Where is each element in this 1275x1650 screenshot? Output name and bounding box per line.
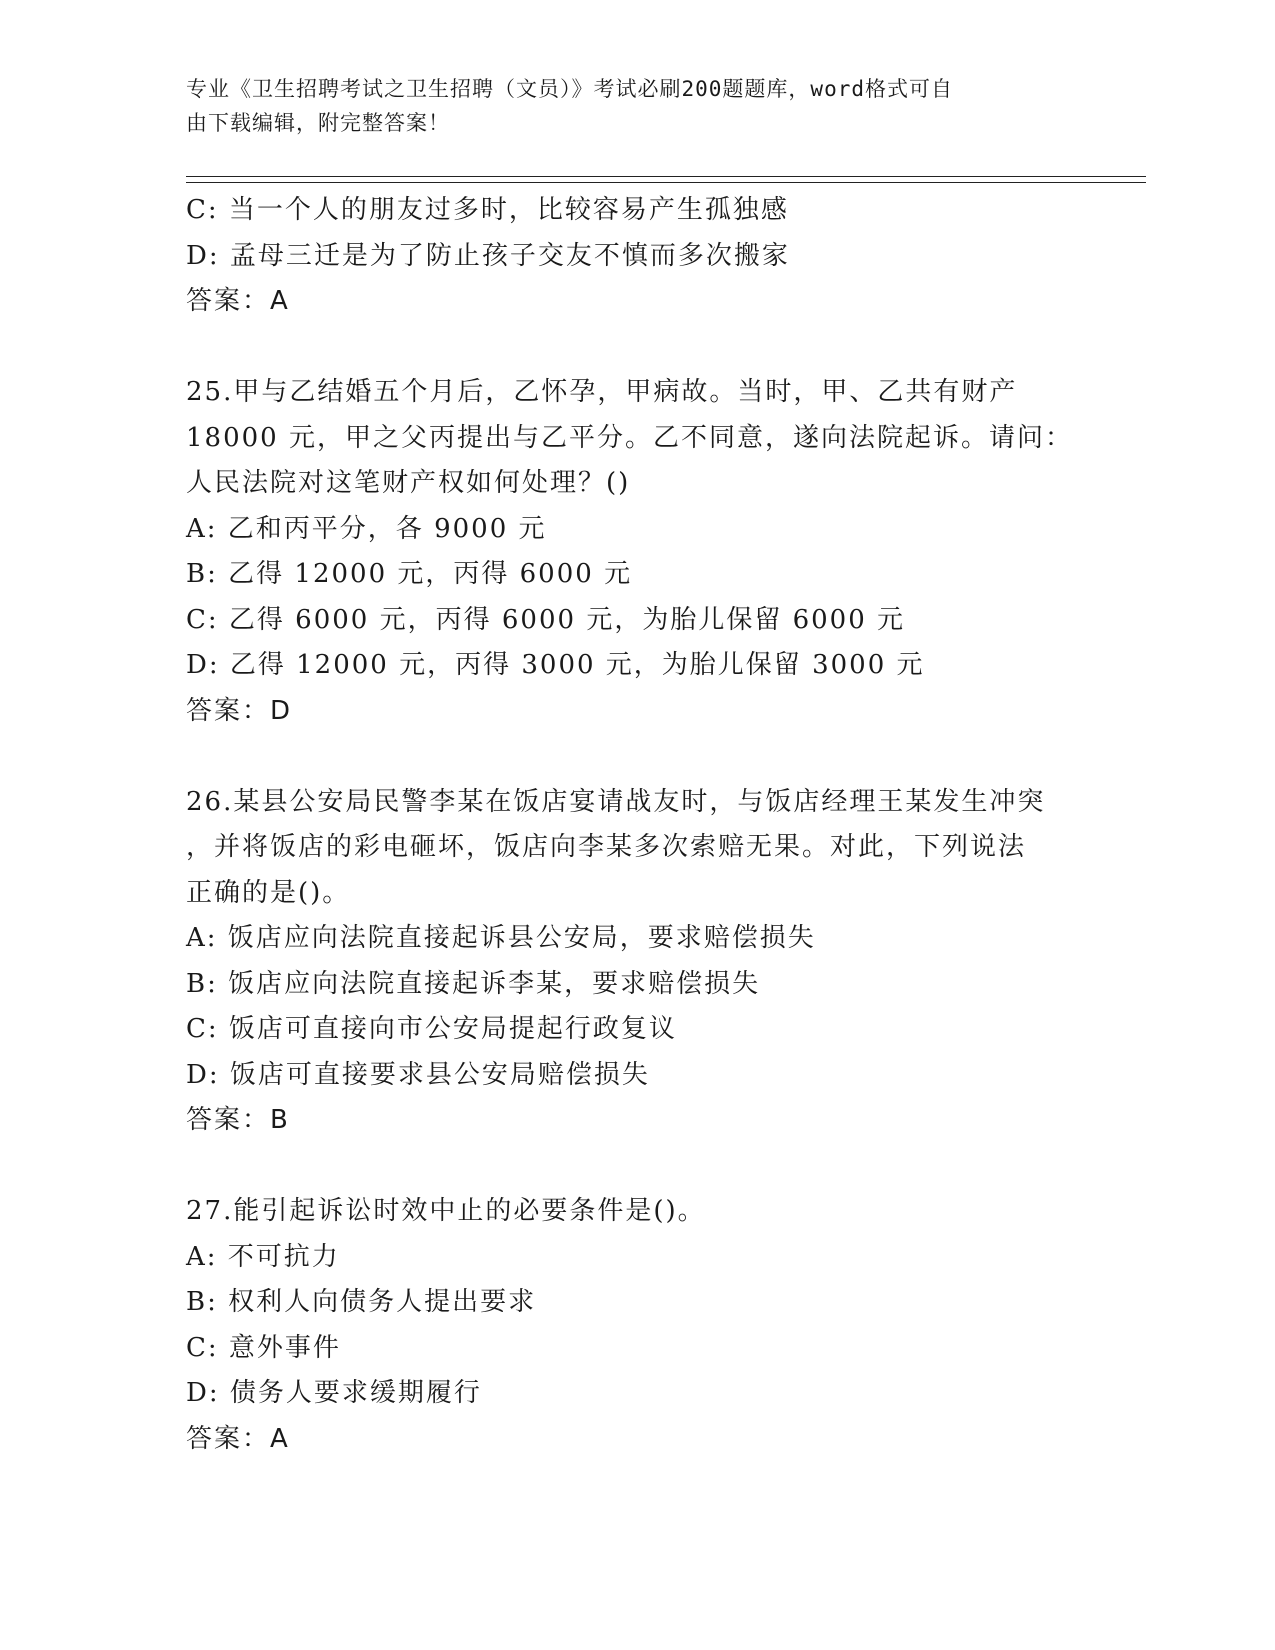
question-stem-line: 25.甲与乙结婚五个月后，乙怀孕，甲病故。当时，甲、乙共有财产 <box>186 377 1018 407</box>
question-block-27 <box>186 1189 1086 1462</box>
header-line-2: 由下载编辑，附完整答案！ <box>186 111 450 135</box>
option-d: D: 乙得 12000 元，丙得 3000 元，为胎儿保留 3000 元 <box>186 650 925 680</box>
question-stem-line: ，并将饭店的彩电砸坏，饭店向李某多次索赔无果。对此，下列说法 <box>186 832 1027 862</box>
option-b: B: 权利人向债务人提出要求 <box>186 1287 537 1317</box>
question-stem-line: 正确的是()。 <box>186 877 351 908</box>
option-a: A: 不可抗力 <box>186 1241 340 1272</box>
answer-label: 答案：B <box>186 1105 290 1135</box>
question-stem-line: 18000 元，甲之父丙提出与乙平分。乙不同意，遂向法院起诉。请问： <box>186 422 1073 453</box>
option-c: C: 当一个人的朋友过多时，比较容易产生孤独感 <box>186 195 789 225</box>
header-divider-top <box>186 176 1146 177</box>
spacer <box>186 325 1086 371</box>
answer-label: 答案：D <box>186 695 293 726</box>
question-block-26 <box>186 780 1086 1144</box>
question-block-25 <box>186 370 1086 734</box>
document-header <box>186 72 1086 140</box>
option-c: C: 饭店可直接向市公安局提起行政复议 <box>186 1014 677 1044</box>
answer-label: 答案：A <box>186 286 290 316</box>
question-stem-line: 人民法院对这笔财产权如何处理？() <box>186 468 631 498</box>
option-d: D: 饭店可直接要求县公安局赔偿损失 <box>186 1059 650 1090</box>
option-a: A: 饭店应向法院直接起诉县公安局，要求赔偿损失 <box>186 923 816 953</box>
header-divider-bottom <box>186 182 1146 183</box>
option-a: A: 乙和丙平分，各 9000 元 <box>186 513 547 544</box>
question-stem-line: 26.某县公安局民警李某在饭店宴请战友时，与饭店经理王某发生冲突 <box>186 786 1046 817</box>
question-list <box>186 188 1086 1462</box>
spacer <box>186 1144 1086 1190</box>
answer-label: 答案：A <box>186 1423 290 1454</box>
option-d: D: 债务人要求缓期履行 <box>186 1378 482 1408</box>
header-line-1: 专业《卫生招聘考试之卫生招聘（文员）》考试必刷200题题库，word格式可自 <box>186 77 953 101</box>
option-d: D: 孟母三迁是为了防止孩子交友不慎而多次搬家 <box>186 240 790 271</box>
question-stem-line: 27.能引起诉讼时效中止的必要条件是()。 <box>186 1196 706 1226</box>
option-b: B: 乙得 12000 元，丙得 6000 元 <box>186 559 633 589</box>
question-block-24 <box>186 188 1086 325</box>
spacer <box>186 734 1086 780</box>
option-c: C: 乙得 6000 元，丙得 6000 元，为胎儿保留 6000 元 <box>186 604 906 635</box>
option-b: B: 饭店应向法院直接起诉李某，要求赔偿损失 <box>186 968 761 999</box>
option-c: C: 意外事件 <box>186 1332 341 1363</box>
